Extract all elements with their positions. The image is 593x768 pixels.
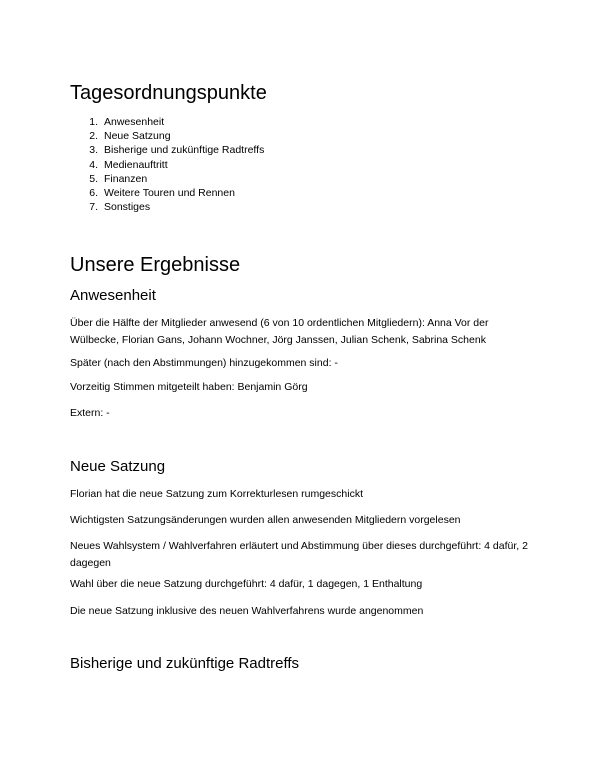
agenda-item-number: 5. — [89, 172, 98, 185]
statute-paragraph: Neues Wahlsystem / Wahlverfahren erläutert und Abstimmung über dieses durchgeführt: 4 dafür, 2 dagegen — [70, 540, 528, 569]
agenda-item-label: Medienauftritt — [104, 158, 168, 171]
statute-paragraph: Wichtigsten Satzungsänderungen wurden allen anwesenden Mitgliedern vorgelesen — [70, 514, 461, 526]
agenda-item-number: 2. — [89, 130, 98, 143]
attendance-paragraph: Später (nach den Abstimmungen) hinzugekommen sind: - — [70, 357, 338, 369]
agenda-item-label: Weitere Touren und Rennen — [104, 186, 235, 199]
agenda-item — [70, 129, 264, 143]
statute-heading: Neue Satzung — [70, 458, 166, 475]
agenda-item-number: 1. — [89, 116, 98, 128]
agenda-item-label: Finanzen — [104, 172, 148, 185]
agenda-item-number: 4. — [89, 158, 98, 171]
attendance-heading: Anwesenheit — [70, 287, 156, 304]
agenda-item-label: Neue Satzung — [104, 130, 171, 143]
results-heading: Unsere Ergebnisse — [70, 254, 241, 276]
attendance-paragraph: Extern: - — [70, 407, 110, 419]
agenda-item — [70, 143, 264, 157]
agenda-item-number: 7. — [89, 201, 98, 214]
attendance-paragraph: Über die Hälfte der Mitglieder anwesend (6 von 10 ordentlichen Mitgliedern): Anna Vor der Wülbecke, Florian Gans, Johann Wochner, Jörg Janssen, Julian Schenk, Sabrina Schenk — [70, 317, 489, 346]
rides-heading: Bisherige und zukünftige Radtreffs — [70, 655, 300, 672]
agenda-item — [70, 158, 264, 172]
agenda-item — [70, 186, 264, 200]
agenda-list — [70, 115, 264, 214]
agenda-item-number: 3. — [89, 144, 98, 157]
statute-paragraph: Die neue Satzung inklusive des neuen Wahlverfahrens wurde angenommen — [70, 605, 424, 617]
agenda-item-label: Anwesenheit — [104, 116, 165, 128]
agenda-item-label: Sonstiges — [104, 201, 151, 214]
agenda-heading: Tagesordnungspunkte — [70, 82, 267, 104]
statute-paragraph: Florian hat die neue Satzung zum Korrekturlesen rumgeschickt — [70, 488, 363, 500]
agenda-item — [70, 172, 264, 186]
attendance-paragraph: Vorzeitig Stimmen mitgeteilt haben: Benjamin Görg — [70, 381, 308, 393]
agenda-item-number: 6. — [89, 186, 98, 199]
agenda-item — [70, 200, 264, 214]
agenda-item-label: Bisherige und zukünftige Radtreffs — [104, 144, 265, 157]
statute-paragraph: Wahl über die neue Satzung durchgeführt: 4 dafür, 1 dagegen, 1 Enthaltung — [70, 578, 423, 590]
agenda-item — [70, 115, 264, 129]
